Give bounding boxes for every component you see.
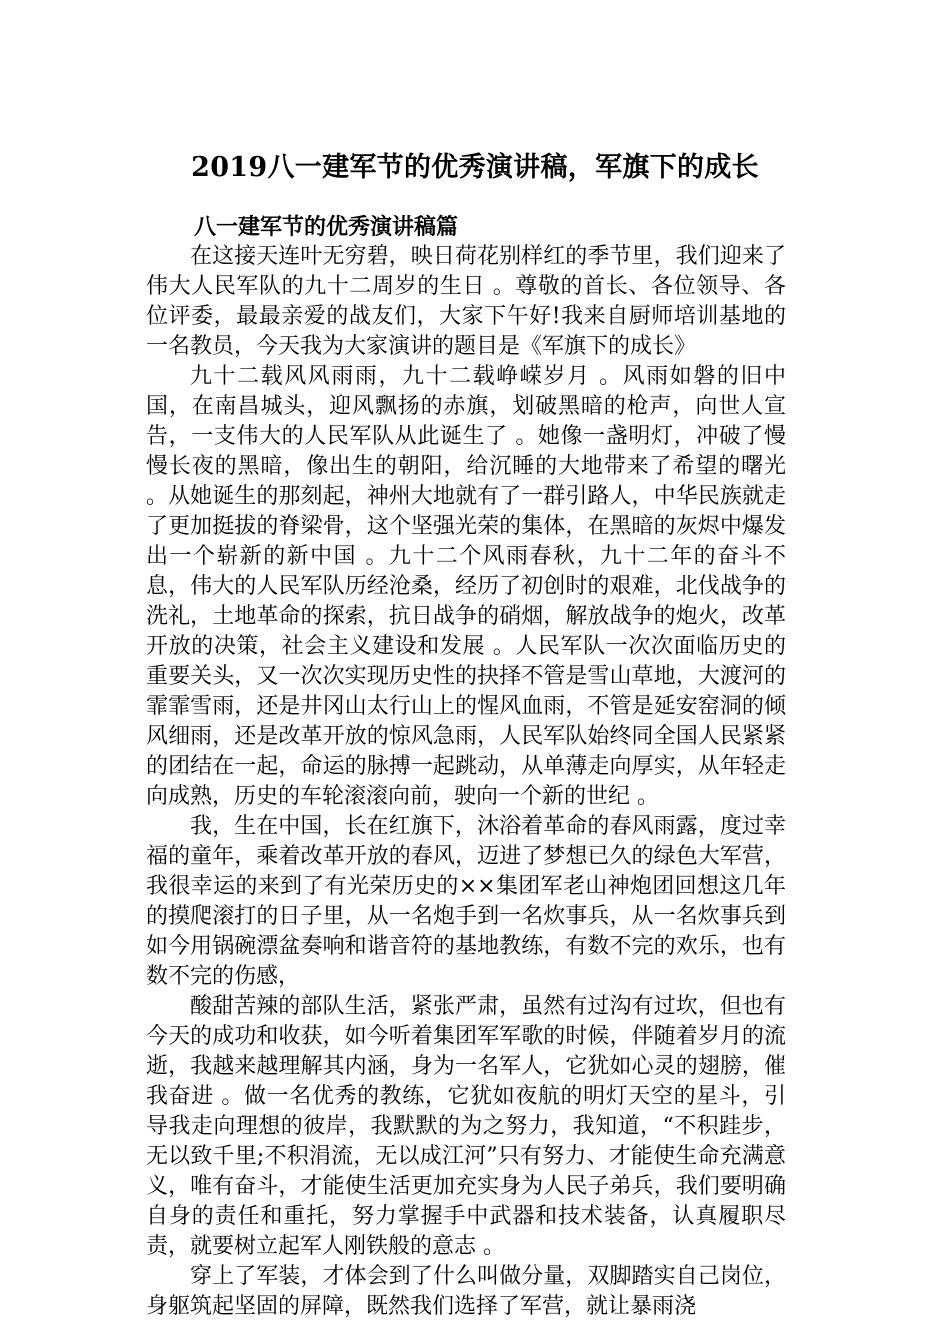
- document-title: 2019八一建军节的优秀演讲稿，军旗下的成长: [191, 152, 759, 183]
- paragraph-4: 酸甜苦辣的部队生活，紧张严肃，虽然有过沟有过坎，但也有今天的成功和收获，如今听着集团军军歌的时候，伴随着岁月的流逝，我越来越理解其内涵，身为一名军人，它犹如心灵的翅膀，催我奋进 。做一名优秀的教练，它犹如夜航的明灯天空的星斗，引导我走向理想的彼岸，我默默的为之努力，我知道，“不积跬步，无以致千里;不积涓流，无以成江河”只有努力、才能使生命充满意义，唯有奋斗，才能使生活更加充实身为人民子弟兵，我们要明确自身的责任和重托，努力掌握手中武器和技术装备，认真履职尽责，就要树立起军人刚铁般的意志 。: [146, 994, 786, 1259]
- paragraph-3: 我，生在中国，长在红旗下，沐浴着革命的春风雨露，度过幸福的童年，乘着改革开放的春风，迈进了梦想已久的绿色大军营，我很幸运的来到了有光荣历史的××集团军老山神炮团回想这几年的摸爬滚打的日子里，从一名炮手到一名炊事兵，从一名炊事兵到如今用锅碗漂盆奏响和谐音符的基地教练，有数不完的欢乐，也有数不完的伤感，: [146, 814, 786, 989]
- document-body: [146, 212, 786, 1322]
- section-heading: 八一建军节的优秀演讲稿篇: [194, 214, 459, 240]
- paragraph-5: 穿上了军装，才体会到了什么叫做分量，双脚踏实自己岗位，身躯筑起坚固的屏障，既然我们选择了军营，就让暴雨浇: [146, 1264, 786, 1319]
- paragraph-1: 在这接天连叶无穷碧，映日荷花别样红的季节里，我们迎来了伟大人民军队的九十二周岁的生日 。尊敬的首长、各位领导、各位评委，最最亲爱的战友们，大家下午好!我来自厨师培训基地的一名教员，今天我为大家演讲的题目是《军旗下的成长》: [146, 244, 786, 359]
- paragraph-2: 九十二载风风雨雨，九十二载峥嵘岁月 。风雨如磐的旧中国，在南昌城头，迎风飘扬的赤旗，划破黑暗的枪声，向世人宣告，一支伟大的人民军队从此诞生了 。她像一盏明灯，冲破了慢慢长夜的黑暗，像出生的朝阳，给沉睡的大地带来了希望的曙光 。从她诞生的那刻起，神州大地就有了一群引路人，中华民族就走了更加挺拔的脊梁骨，这个坚强光荣的集体，在黑暗的灰烬中爆发出一个崭新的新中国 。九十二个风雨春秋，九十二年的奋斗不息，伟大的人民军队历经沧桑，经历了初创时的艰难，北伐战争的洗礼，土地革命的探索，抗日战争的硝烟，解放战争的炮火，改革开放的决策，社会主义建设和发展 。人民军队一次次面临历史的重要关头，又一次次实现历史性的抉择不管是雪山草地，大渡河的霏霏雪雨，还是井冈山太行山上的惺风血雨，不管是延安窑洞的倾风细雨，还是改革开放的惊风急雨，人民军队始终同全国人民紧紧的团结在一起，命运的脉搏一起跳动，从单薄走向厚实，从年轻走向成熟，历史的车轮滚滚向前，驶向一个新的世纪 。: [146, 364, 786, 809]
